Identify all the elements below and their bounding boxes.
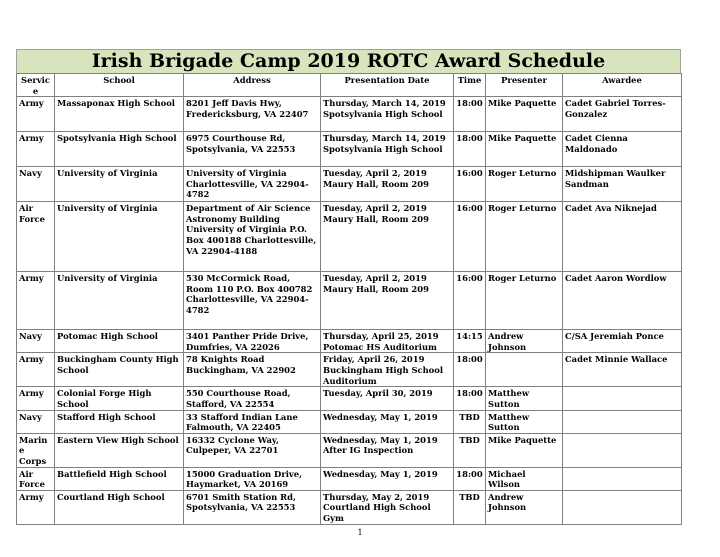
cell-presentation-date: Wednesday, May 1, 2019 After IG Inspection — [321, 433, 454, 467]
cell-address: 6975 Courthouse Rd, Spotsylvania, VA 22553 — [184, 132, 321, 167]
cell-presenter: Mike Paquette — [486, 132, 563, 167]
table-row — [17, 410, 682, 433]
cell-time: TBD — [454, 410, 486, 433]
cell-presentation-date: Thursday, March 14, 2019 Spotsylvania High School — [321, 97, 454, 132]
cell-address: 16332 Cyclone Way, Culpeper, VA 22701 — [184, 433, 321, 467]
column-header-service: Service — [17, 74, 55, 97]
table-row — [17, 467, 682, 490]
cell-awardee — [563, 490, 682, 524]
cell-service: Army — [17, 272, 55, 330]
page-title: Irish Brigade Camp 2019 ROTC Award Schedule — [16, 49, 681, 73]
column-header-address: Address — [184, 74, 321, 97]
cell-school: Potomac High School — [55, 330, 184, 353]
cell-time: 16:00 — [454, 167, 486, 202]
table-row — [17, 97, 682, 132]
table-row — [17, 272, 682, 330]
cell-school: Battlefield High School — [55, 467, 184, 490]
cell-presentation-date: Tuesday, April 2, 2019 Maury Hall, Room 209 — [321, 167, 454, 202]
cell-service: Air Force — [17, 202, 55, 272]
table-header-row — [17, 74, 682, 97]
cell-presenter — [486, 353, 563, 387]
cell-presenter: Matthew Sutton — [486, 410, 563, 433]
cell-service: Army — [17, 132, 55, 167]
cell-presentation-date: Tuesday, April 30, 2019 — [321, 387, 454, 410]
cell-awardee — [563, 467, 682, 490]
cell-address: 33 Stafford Indian Lane Falmouth, VA 22405 — [184, 410, 321, 433]
cell-school: Courtland High School — [55, 490, 184, 524]
cell-address: Department of Air Science Astronomy Building University of Virginia P.O. Box 400188 Charlottesville, VA 22904-4188 — [184, 202, 321, 272]
cell-presenter: Andrew Johnson — [486, 490, 563, 524]
cell-service: Navy — [17, 167, 55, 202]
cell-awardee: Cadet Minnie Wallace — [563, 353, 682, 387]
cell-address: University of Virginia Charlottesville, VA 22904-4782 — [184, 167, 321, 202]
cell-awardee — [563, 433, 682, 467]
cell-awardee: Cadet Ava Niknejad — [563, 202, 682, 272]
column-header-school: School — [55, 74, 184, 97]
cell-address: 78 Knights Road Buckingham, VA 22902 — [184, 353, 321, 387]
column-header-presenter: Presenter — [486, 74, 563, 97]
cell-service: Army — [17, 97, 55, 132]
column-header-time: Time — [454, 74, 486, 97]
table-row — [17, 330, 682, 353]
cell-presentation-date: Friday, April 26, 2019 Buckingham High School Auditorium — [321, 353, 454, 387]
cell-service: Army — [17, 353, 55, 387]
column-header-presentation-date: Presentation Date — [321, 74, 454, 97]
cell-time: 18:00 — [454, 132, 486, 167]
table-row — [17, 353, 682, 387]
cell-school: Spotsylvania High School — [55, 132, 184, 167]
cell-service: Air Force — [17, 467, 55, 490]
cell-school: University of Virginia — [55, 272, 184, 330]
cell-school: Colonial Forge High School — [55, 387, 184, 410]
cell-presenter: Mike Paquette — [486, 433, 563, 467]
cell-awardee: Cadet Gabriel Torres-Gonzalez — [563, 97, 682, 132]
page-number: 1 — [357, 528, 363, 537]
cell-presentation-date: Wednesday, May 1, 2019 — [321, 410, 454, 433]
cell-presenter: Mike Paquette — [486, 97, 563, 132]
cell-presenter: Andrew Johnson — [486, 330, 563, 353]
cell-time: 16:00 — [454, 202, 486, 272]
award-schedule-table — [16, 73, 682, 525]
cell-presentation-date: Tuesday, April 2, 2019 Maury Hall, Room 209 — [321, 202, 454, 272]
table-row — [17, 202, 682, 272]
cell-presentation-date: Wednesday, May 1, 2019 — [321, 467, 454, 490]
cell-presentation-date: Tuesday, April 2, 2019 Maury Hall, Room 209 — [321, 272, 454, 330]
cell-awardee: Cadet Aaron Wordlow — [563, 272, 682, 330]
cell-address: 3401 Panther Pride Drive, Dumfries, VA 22026 — [184, 330, 321, 353]
cell-presenter: Matthew Sutton — [486, 387, 563, 410]
cell-time: 18:00 — [454, 353, 486, 387]
cell-awardee — [563, 387, 682, 410]
table-row — [17, 387, 682, 410]
cell-awardee: Cadet Cienna Maldonado — [563, 132, 682, 167]
cell-time: TBD — [454, 433, 486, 467]
cell-school: University of Virginia — [55, 167, 184, 202]
schedule-page — [16, 49, 681, 525]
table-row — [17, 433, 682, 467]
table-row — [17, 490, 682, 524]
cell-time: 18:00 — [454, 467, 486, 490]
cell-school: Stafford High School — [55, 410, 184, 433]
table-row — [17, 167, 682, 202]
cell-presenter: Roger Leturno — [486, 202, 563, 272]
cell-school: Buckingham County High School — [55, 353, 184, 387]
cell-presentation-date: Thursday, March 14, 2019 Spotsylvania High School — [321, 132, 454, 167]
cell-presentation-date: Thursday, April 25, 2019 Potomac HS Auditorium — [321, 330, 454, 353]
cell-address: 530 McCormick Road, Room 110 P.O. Box 400782 Charlottesville, VA 22904-4782 — [184, 272, 321, 330]
cell-address: 550 Courthouse Road, Stafford, VA 22554 — [184, 387, 321, 410]
cell-service: Navy — [17, 330, 55, 353]
cell-time: 16:00 — [454, 272, 486, 330]
cell-address: 8201 Jeff Davis Hwy, Fredericksburg, VA 22407 — [184, 97, 321, 132]
cell-presentation-date: Thursday, May 2, 2019 Courtland High School Gym — [321, 490, 454, 524]
table-row — [17, 132, 682, 167]
cell-time: 14:15 — [454, 330, 486, 353]
cell-presenter: Michael Wilson — [486, 467, 563, 490]
cell-awardee: Midshipman Waulker Sandman — [563, 167, 682, 202]
cell-time: 18:00 — [454, 97, 486, 132]
column-header-awardee: Awardee — [563, 74, 682, 97]
cell-time: TBD — [454, 490, 486, 524]
cell-school: Eastern View High School — [55, 433, 184, 467]
cell-address: 15000 Graduation Drive, Haymarket, VA 20169 — [184, 467, 321, 490]
cell-school: Massaponax High School — [55, 97, 184, 132]
cell-presenter: Roger Leturno — [486, 272, 563, 330]
cell-awardee — [563, 410, 682, 433]
cell-school: University of Virginia — [55, 202, 184, 272]
cell-service: Army — [17, 490, 55, 524]
cell-address: 6701 Smith Station Rd, Spotsylvania, VA 22553 — [184, 490, 321, 524]
cell-time: 18:00 — [454, 387, 486, 410]
cell-service: Army — [17, 387, 55, 410]
cell-service: Navy — [17, 410, 55, 433]
cell-service: Marine Corps — [17, 433, 55, 467]
cell-presenter: Roger Leturno — [486, 167, 563, 202]
cell-awardee: C/SA Jeremiah Ponce — [563, 330, 682, 353]
